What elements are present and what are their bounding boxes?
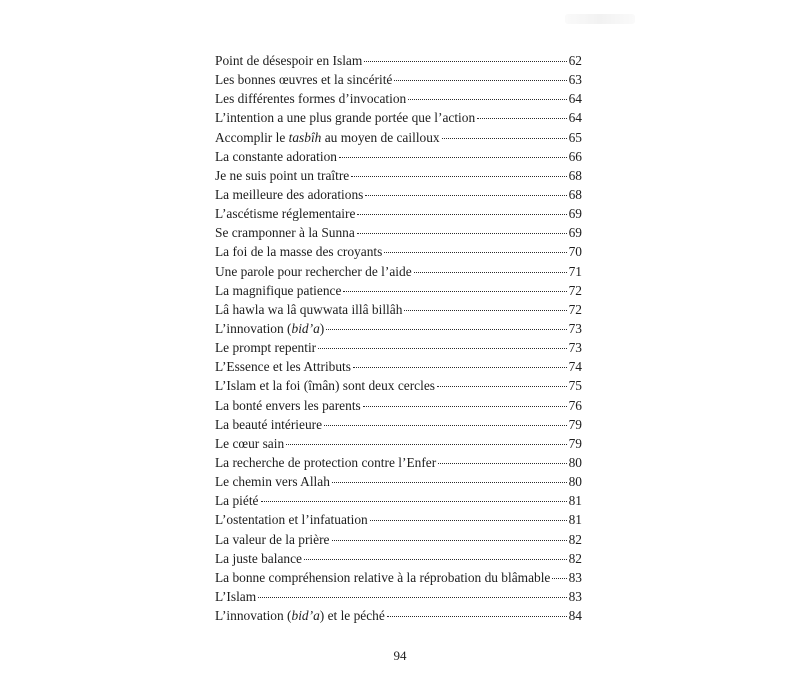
dot-leader <box>384 252 566 253</box>
dot-leader <box>326 329 566 330</box>
toc-title-text: Une parole pour rechercher de l’aide <box>215 263 412 279</box>
toc-page-number: 79 <box>568 435 582 451</box>
toc-title-text: La beauté intérieure <box>215 416 323 432</box>
toc-title-text: Les bonnes œuvres et la sincérité <box>215 72 393 88</box>
toc-entry-title <box>215 491 259 510</box>
toc-entry <box>215 338 582 357</box>
faint-bleed-through <box>565 14 635 24</box>
toc-entry-title <box>215 530 330 549</box>
dot-leader <box>387 616 567 617</box>
dot-leader <box>343 291 566 292</box>
toc-entry-title <box>215 568 550 587</box>
toc-page-number: 63 <box>568 72 582 88</box>
toc-page-number: 80 <box>568 454 582 470</box>
page-number: 94 <box>393 648 407 663</box>
toc-title-text: La recherche de protection contre l’Enfer <box>215 454 437 470</box>
toc-entry-title <box>215 376 435 395</box>
toc-title-text: La bonne compréhension relative à la réprobation du blâmable <box>215 569 551 585</box>
dot-leader <box>394 80 566 81</box>
toc-entry <box>215 300 582 319</box>
toc-page-number: 83 <box>568 588 582 604</box>
toc-entry <box>215 319 582 338</box>
toc-entry <box>215 453 582 472</box>
toc-entry-title <box>215 357 351 376</box>
dot-leader <box>477 118 566 119</box>
toc-entry <box>215 530 582 549</box>
toc-page-number: 83 <box>568 569 582 585</box>
toc-page-number: 84 <box>568 608 582 624</box>
dot-leader <box>318 348 566 349</box>
toc-page-number: 81 <box>568 512 582 528</box>
toc-entry-title <box>215 70 392 89</box>
toc-title-text: La foi de la masse des croyants <box>215 244 383 260</box>
toc-title-text: ) et le péché <box>319 608 385 624</box>
toc-entry <box>215 108 582 127</box>
toc-title-text: Point de désespoir en Islam <box>215 53 363 68</box>
toc-entry <box>215 606 582 625</box>
toc-title-text: L’innovation ( <box>215 320 292 336</box>
toc-title-text: L’Islam <box>215 588 257 604</box>
dot-leader <box>353 367 567 368</box>
toc-page-number: 72 <box>568 301 582 317</box>
toc-title-italic: bid’a <box>291 608 320 624</box>
toc-page-number: 71 <box>568 263 582 279</box>
toc-entry <box>215 472 582 491</box>
toc-title-text: Le chemin vers Allah <box>215 474 330 490</box>
toc-entry-title <box>215 549 302 568</box>
toc-entry <box>215 396 582 415</box>
toc-page-number: 75 <box>568 378 582 394</box>
toc-page-number: 79 <box>568 416 582 432</box>
dot-leader <box>370 520 567 521</box>
dot-leader <box>304 559 567 560</box>
toc-page-number: 72 <box>568 282 582 298</box>
toc-entry <box>215 510 582 529</box>
toc-entry <box>215 223 582 242</box>
toc-title-text: Se cramponner à la Sunna <box>215 225 355 241</box>
toc-page-number: 64 <box>568 91 582 107</box>
toc-entry <box>215 281 582 300</box>
dot-leader <box>261 501 567 502</box>
toc-page-number: 70 <box>568 244 582 260</box>
toc-title-text: L’innovation ( <box>215 608 292 624</box>
toc-entry <box>215 166 582 185</box>
toc-entry <box>215 415 582 434</box>
toc-entry <box>215 587 582 606</box>
toc-entry <box>215 434 582 453</box>
toc-entry <box>215 242 582 261</box>
toc-entry-title <box>215 396 361 415</box>
toc-entry-title <box>215 51 362 70</box>
dot-leader <box>408 99 566 100</box>
toc-title-text: Accomplir le <box>215 129 289 145</box>
dot-leader <box>339 157 567 158</box>
toc-title-text: La juste balance <box>215 550 302 566</box>
toc-page-number: 64 <box>568 110 582 126</box>
table-of-contents <box>215 51 582 625</box>
dot-leader <box>258 597 566 598</box>
toc-page-number: 68 <box>568 186 582 202</box>
dot-leader <box>442 138 567 139</box>
toc-entry-title <box>215 434 284 453</box>
toc-title-text: L’Islam et la foi (îmân) sont deux cercles <box>215 378 436 394</box>
toc-title-text: La constante adoration <box>215 148 337 164</box>
toc-entry <box>215 568 582 587</box>
toc-entry-title <box>215 108 475 127</box>
dot-leader <box>414 272 567 273</box>
toc-title-text: La valeur de la prière <box>215 531 330 547</box>
toc-entry <box>215 147 582 166</box>
dot-leader <box>351 176 566 177</box>
toc-page-number: 66 <box>568 148 582 164</box>
toc-title-text: au moyen de cailloux <box>321 129 440 145</box>
toc-entry-title <box>215 166 349 185</box>
dot-leader <box>437 386 567 387</box>
toc-title-italic: bid’a <box>291 320 320 336</box>
toc-entry-title <box>215 223 355 242</box>
dot-leader <box>324 425 567 426</box>
toc-page-number: 73 <box>568 340 582 356</box>
toc-page-number: 82 <box>568 550 582 566</box>
toc-title-text: ) <box>319 320 325 336</box>
toc-entry-title <box>215 606 385 625</box>
toc-title-text: L’ostentation et l’infatuation <box>215 512 368 528</box>
toc-title-text: Je ne suis point un traître <box>215 167 350 183</box>
toc-entry-title <box>215 453 436 472</box>
toc-title-text: La bonté envers les parents <box>215 397 361 413</box>
toc-entry <box>215 185 582 204</box>
toc-title-text: Lâ hawla wa lâ quwwata illâ billâh <box>215 301 403 317</box>
dot-leader <box>363 406 567 407</box>
toc-title-text: Les différentes formes d’invocation <box>215 91 407 107</box>
toc-entry <box>215 51 582 70</box>
toc-entry <box>215 491 582 510</box>
toc-page-number: 76 <box>568 397 582 413</box>
toc-entry <box>215 128 582 147</box>
toc-title-text: Le cœur sain <box>215 435 285 451</box>
dot-leader <box>357 233 567 234</box>
toc-page-number: 69 <box>568 206 582 222</box>
toc-entry-title <box>215 262 412 281</box>
toc-page-number: 81 <box>568 493 582 509</box>
toc-entry-title <box>215 242 382 261</box>
dot-leader <box>438 463 566 464</box>
toc-page-number: 69 <box>568 225 582 241</box>
toc-entry <box>215 89 582 108</box>
toc-entry-title <box>215 89 406 108</box>
toc-entry <box>215 204 582 223</box>
toc-page-number: 73 <box>568 320 582 336</box>
toc-entry <box>215 376 582 395</box>
toc-title-text: L’Essence et les Attributs <box>215 359 351 375</box>
dot-leader <box>364 61 566 62</box>
toc-entry-title <box>215 587 256 606</box>
toc-page-number: 65 <box>568 129 582 145</box>
toc-page-number: 82 <box>568 531 582 547</box>
toc-entry <box>215 262 582 281</box>
toc-entry <box>215 549 582 568</box>
toc-title-text: L’ascétisme réglementaire <box>215 206 356 222</box>
toc-page-number: 62 <box>568 53 582 68</box>
toc-entry <box>215 70 582 89</box>
toc-entry <box>215 357 582 376</box>
toc-page-number: 74 <box>568 359 582 375</box>
toc-entry-title <box>215 204 355 223</box>
toc-entry-title <box>215 147 337 166</box>
toc-entry-title <box>215 472 330 491</box>
toc-title-text: L’intention a une plus grande portée que l’action <box>215 110 476 126</box>
toc-page-number: 68 <box>568 167 582 183</box>
toc-entry-title <box>215 415 322 434</box>
toc-entry-title <box>215 319 324 338</box>
toc-entry-title <box>215 281 341 300</box>
toc-entry-title <box>215 338 316 357</box>
toc-entry-title <box>215 185 363 204</box>
toc-title-text: La piété <box>215 493 259 509</box>
dot-leader <box>365 195 566 196</box>
toc-title-text: La magnifique patience <box>215 282 342 298</box>
toc-title-text: Le prompt repentir <box>215 340 317 356</box>
dot-leader <box>332 540 567 541</box>
toc-title-text: La meilleure des adorations <box>215 186 364 202</box>
dot-leader <box>552 578 566 579</box>
toc-entry-title <box>215 510 368 529</box>
toc-entry-title <box>215 300 402 319</box>
toc-page-number: 80 <box>568 474 582 490</box>
dot-leader <box>332 482 567 483</box>
toc-entry-title <box>215 128 440 147</box>
dot-leader <box>357 214 566 215</box>
toc-title-italic: tasbîh <box>288 129 322 145</box>
dot-leader <box>404 310 566 311</box>
dot-leader <box>286 444 566 445</box>
